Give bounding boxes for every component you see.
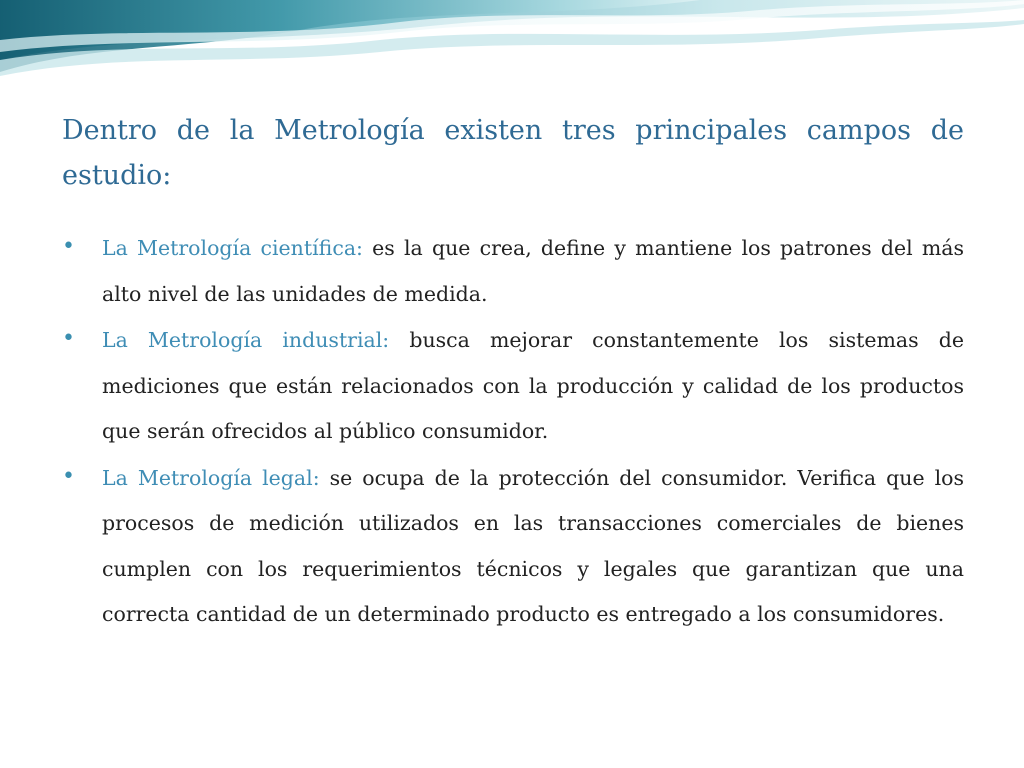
- description-legal: se ocupa de la protección del consumidor. Verifica que los procesos de medición utilizados en las transacciones comerciales de bienes cumplen con los requerimientos técnicos y legales que garantizan que una correcta cantidad de un determinado producto es entregado a los consumidores.: [102, 465, 964, 626]
- description-industrial: busca mejorar constantemente los sistemas de mediciones que están relacionados con la producción y calidad de los productos que serán ofrecidos al público consumidor.: [102, 328, 964, 443]
- bullet-icon: •: [62, 326, 75, 351]
- decorative-wave-banner: [0, 0, 1024, 80]
- term-scientific: La Metrología científica:: [102, 236, 363, 260]
- description-scientific: es la que crea, define y mantiene los patrones del más alto nivel de las unidades de medida.: [102, 236, 964, 306]
- bullet-icon: •: [62, 234, 75, 259]
- bullet-item-legal: [62, 456, 964, 638]
- bullet-item-industrial: [62, 318, 964, 455]
- slide-title: Dentro de la Metrología existen tres principales campos de estudio:: [62, 115, 964, 191]
- bullet-item-scientific: [62, 226, 964, 317]
- term-legal: La Metrología legal:: [102, 465, 320, 490]
- bullet-icon: •: [62, 463, 75, 489]
- term-industrial: La Metrología industrial:: [102, 328, 390, 352]
- bullet-list: [62, 226, 964, 639]
